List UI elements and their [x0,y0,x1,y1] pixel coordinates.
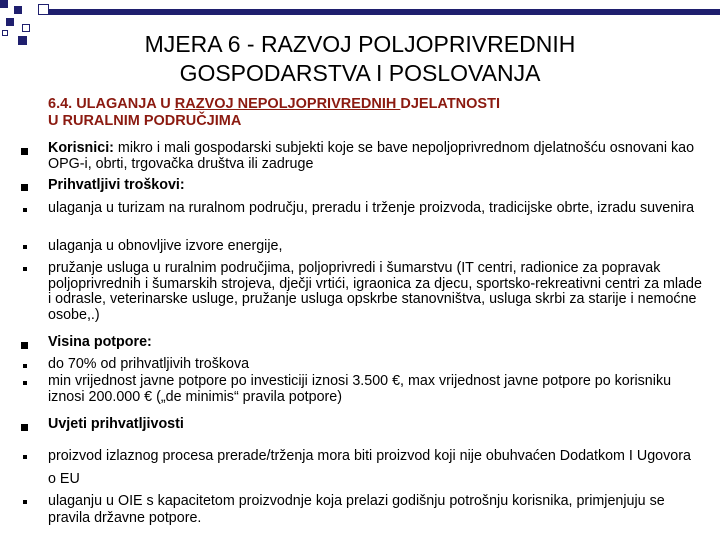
subtitle-suffix: DJELATNOSTI [400,96,500,112]
troskovi-label: Prihvatljivi troškovi: [48,177,185,193]
visina-2: min vrijednost javne potpore po investiciji iznosi 3.500 €, max vrijednost javne potpore po korisniku iznosi 200.000 € („de minimis“ pravila potpore) [48,373,672,405]
sub-bullet-icon [23,381,27,385]
uvjet-1: proizvod izlaznog procesa prerade/trženja mora biti proizvod koji nije obuhvaćen Dodatkom I Ugovora o EU [48,448,691,487]
section-subtitle [48,96,500,130]
troskovi-item [48,178,708,194]
trosak-1: ulaganja u turizam na ruralnom području, preradu i trženje proizvoda, tradicijske obrte, izradu suvenira [48,200,695,216]
slide-title [0,30,720,88]
uvjeti-item [48,417,708,433]
trosak-3: pružanje usluga u ruralnim područjima, poljoprivredi i šumarstvu (IT centri, radionice za popravak poljoprivrednih i šumarskih strojeva, dječji vrtići, igraonica za djecu, sportsko-rekreativni centri za mlade i odrasle, veterinarske usluge, pružanje usluga opskrbe stanovništva, usluga skrbi za starije i nemoćne osobe,.) [48,260,702,323]
sub-bullet-icon [23,500,27,504]
title-line-1: MJERA 6 - RAZVOJ POLJOPRIVREDNIH [144,31,576,57]
sub-bullet-icon [23,267,27,271]
sub-bullet-icon [23,364,27,368]
visina-1: do 70% od prihvatljivih troškova [48,356,250,372]
subtitle-line-1 [48,96,500,113]
bullet-square-icon [21,148,28,155]
uvjet-2: ulaganju u OIE s kapacitetom proizvodnje koja prelazi godišnju potrošnju korisnika, primjenjuju se pravila državne potpore. [48,493,665,526]
decor-square-3 [6,18,14,26]
subtitle-line-2: U RURALNIM PODRUČJIMA [48,113,242,129]
bullet-square-icon [21,342,28,349]
uvjeti-label: Uvjeti prihvatljivosti [48,416,184,432]
visina-item [48,335,708,351]
title-line-2: GOSPODARSTVA I POSLOVANJA [179,60,541,86]
korisnici-text: mikro i mali gospodarski subjekti koje se bave nepoljoprivrednom djelatnošću osnovani kao OPG-i, obrti, trgovačka društva ili zadruge [48,140,695,172]
visina-label: Visina potpore: [48,334,152,350]
subtitle-prefix: 6.4. ULAGANJA U [48,96,175,112]
korisnici-label: Korisnici: [48,140,114,156]
decor-square-1 [0,0,8,8]
sub-bullet-icon [23,208,27,212]
sub-bullet-icon [23,245,27,249]
subtitle-underlined: RAZVOJ NEPOLJOPRIVREDNIH [174,96,401,112]
sub-bullet-icon [23,455,27,459]
decor-square-2 [14,6,22,14]
bullet-square-icon [21,184,28,191]
trosak-2: ulaganja u obnovljive izvore energije, [48,238,283,254]
header-rule [48,9,720,15]
korisnici-item [48,141,708,172]
bullet-square-icon [21,424,28,431]
